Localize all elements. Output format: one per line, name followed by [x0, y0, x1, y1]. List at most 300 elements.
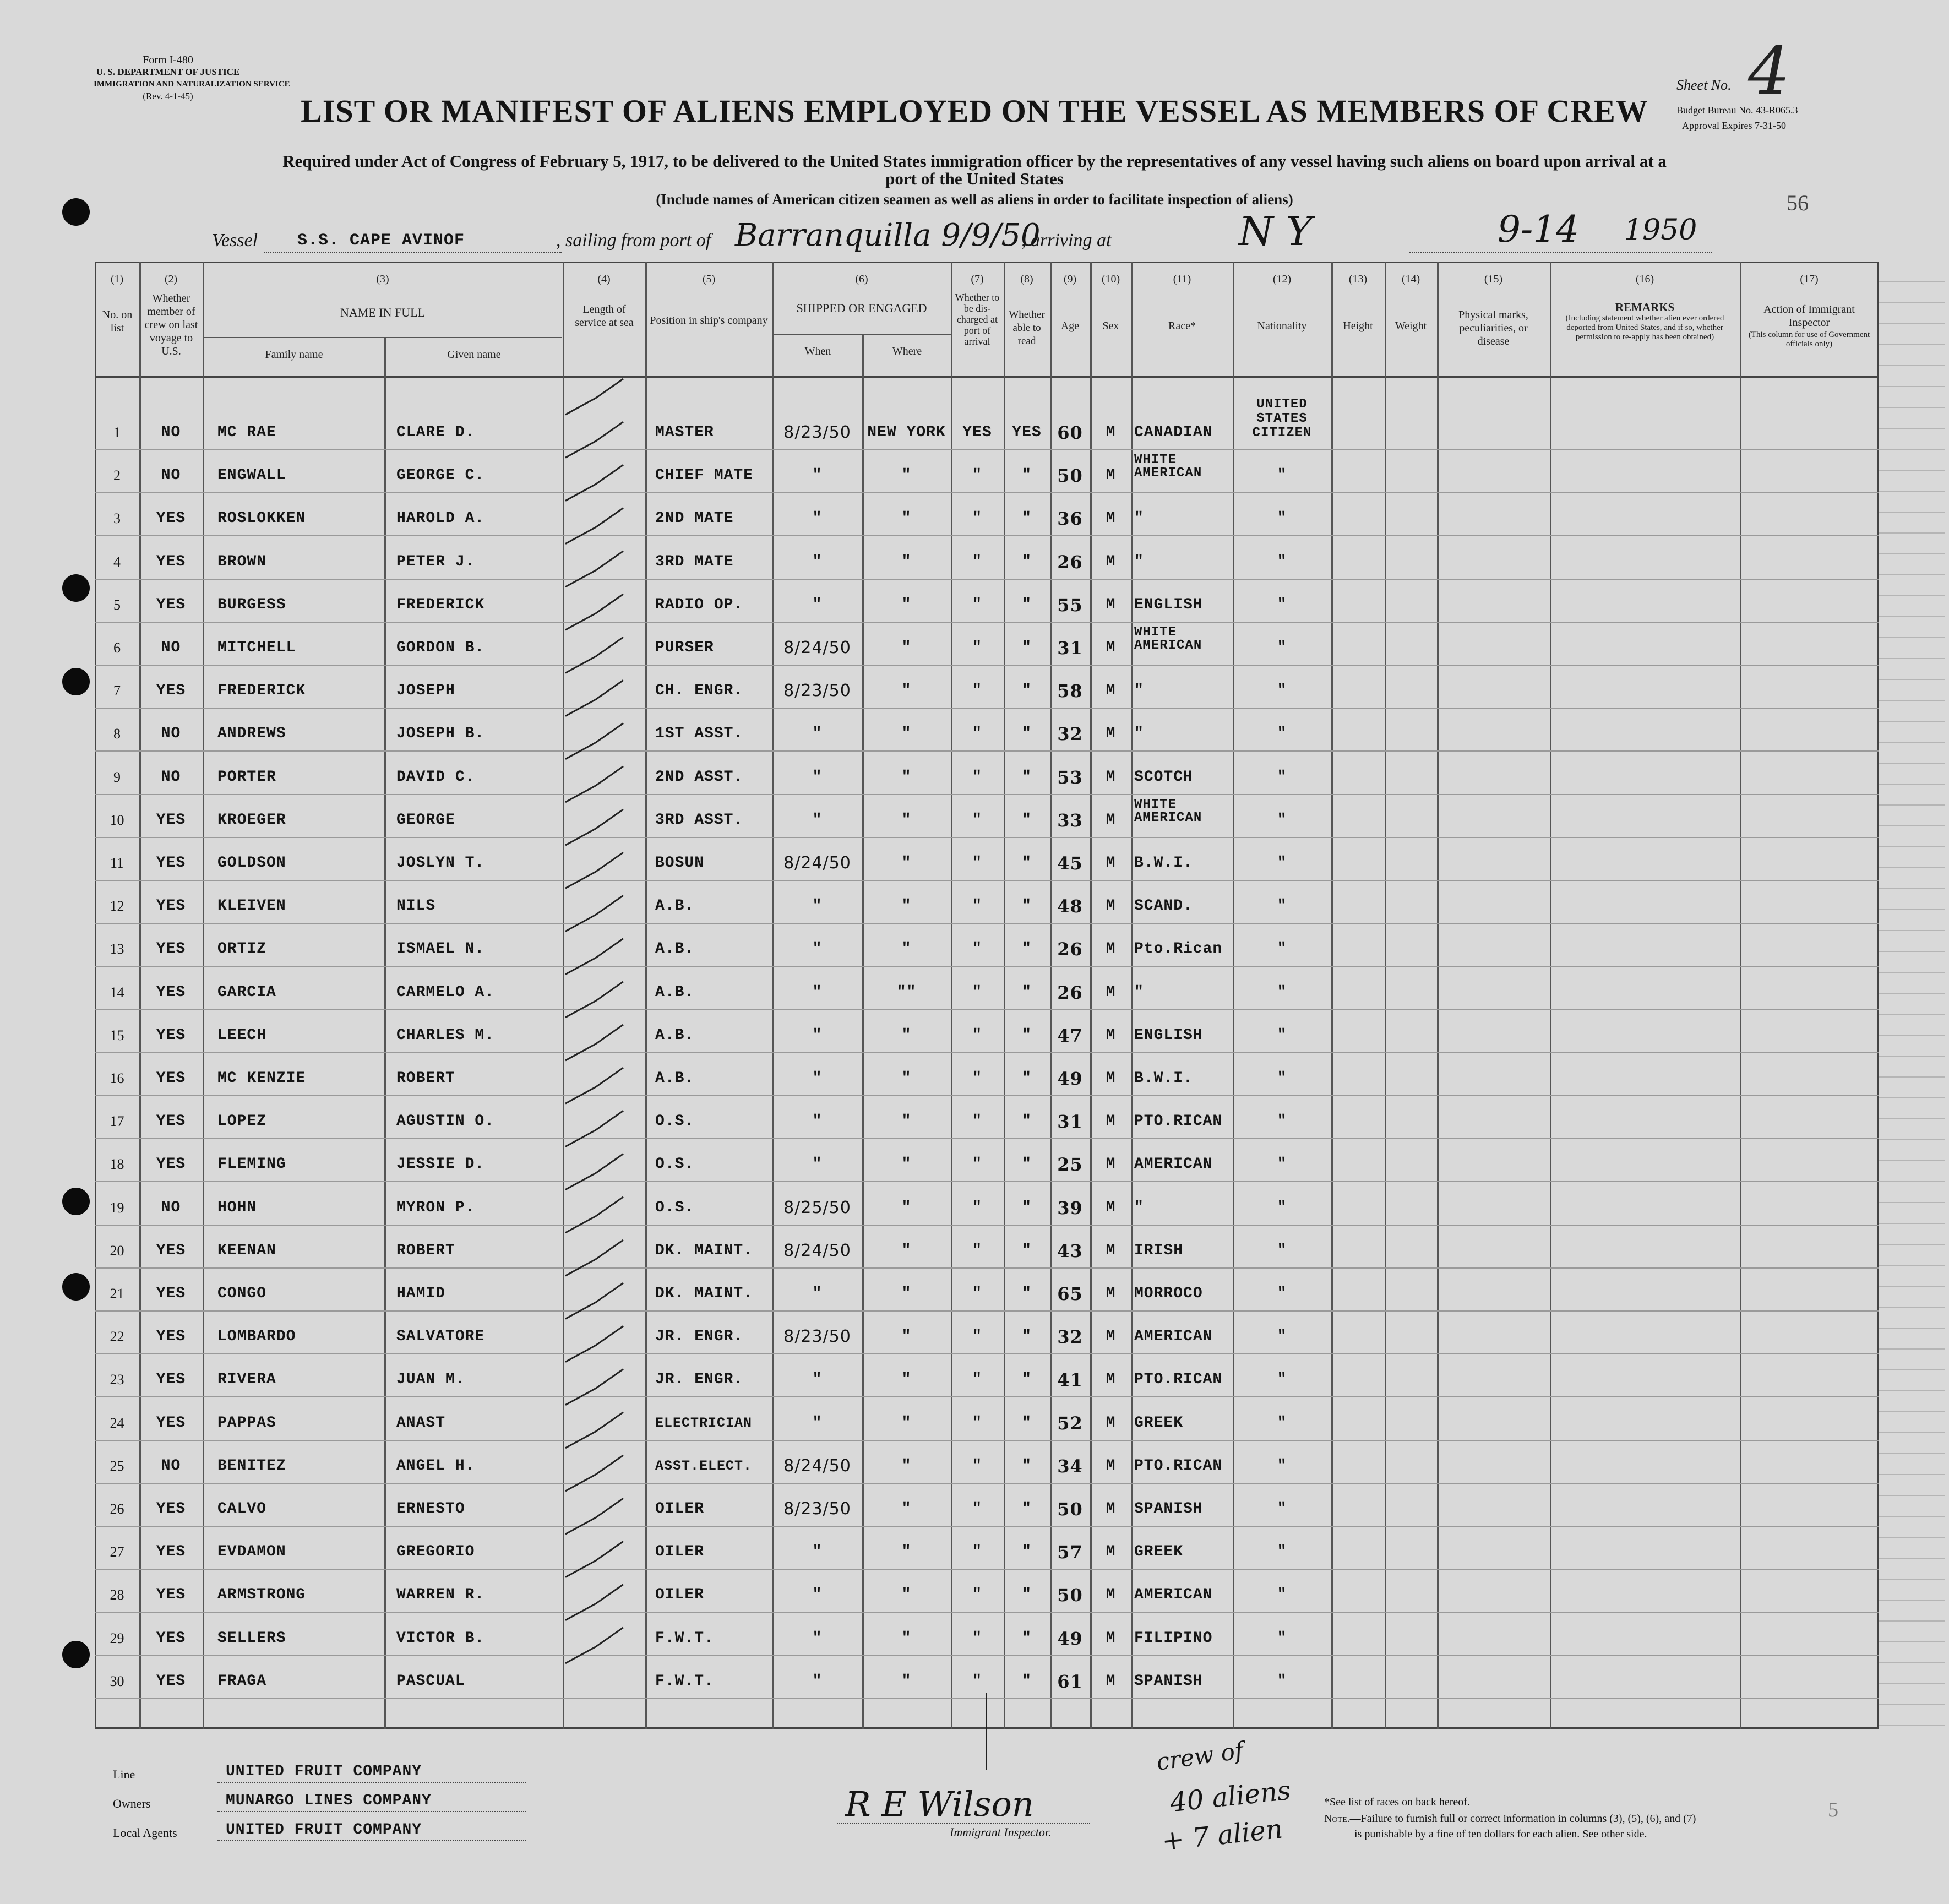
- cell-no: 28: [110, 1587, 124, 1603]
- cell-position: 3RD ASST.: [655, 811, 744, 829]
- row-rule: [95, 1353, 1879, 1354]
- cell-age: 61: [1057, 1671, 1083, 1692]
- cell-family: EVDAMON: [217, 1543, 286, 1561]
- cell-race: WHITE AMERICAN: [1134, 625, 1202, 653]
- cell-when: 8/23/50: [783, 423, 851, 442]
- cell-sex: M: [1106, 940, 1116, 958]
- cell-discharge: ": [972, 1328, 982, 1346]
- header-given-name: Given name: [447, 349, 501, 361]
- cell-family: FRAGA: [217, 1672, 267, 1690]
- row-rule: [95, 535, 1879, 536]
- cell-age: 52: [1057, 1412, 1083, 1434]
- cell-family: LOMBARDO: [217, 1328, 296, 1346]
- cell-sex: M: [1106, 1199, 1116, 1216]
- cell-discharge: YES: [962, 424, 992, 441]
- cell-when: ": [812, 1156, 823, 1173]
- cell-read: ": [1022, 1457, 1032, 1475]
- cell-member: YES: [156, 1242, 186, 1259]
- cell-given: GEORGE: [396, 811, 455, 829]
- row-rule: [95, 1526, 1879, 1527]
- cell-when: 8/23/50: [783, 1499, 851, 1519]
- check-mark: [565, 1412, 623, 1448]
- row-rule: [95, 708, 1879, 709]
- cell-no: 23: [110, 1372, 124, 1388]
- cell-race: SPANISH: [1134, 1500, 1203, 1517]
- cell-sex: M: [1106, 1543, 1116, 1561]
- cell-discharge: ": [972, 897, 982, 915]
- cell-where: ": [901, 1070, 912, 1087]
- cell-given: SALVATORE: [396, 1328, 485, 1346]
- row-rule: [95, 492, 1879, 493]
- sailing-port: Barranquilla 9/9/50: [735, 217, 1041, 253]
- cell-sex: M: [1106, 1242, 1116, 1259]
- race-footnote: *See list of races on back hereof.: [1324, 1796, 1470, 1808]
- arrival-date: 9-14: [1498, 208, 1580, 251]
- cell-age: 32: [1057, 1326, 1083, 1348]
- cell-member: YES: [156, 682, 186, 700]
- cell-no: 29: [110, 1630, 124, 1646]
- name-subheader-rule: [204, 337, 562, 338]
- check-mark: [565, 1154, 623, 1190]
- col-num: (15): [1484, 273, 1503, 285]
- cell-nationality: ": [1277, 725, 1287, 743]
- cell-family: HOHN: [217, 1199, 257, 1216]
- cell-member: NO: [161, 424, 181, 441]
- cell-sex: M: [1106, 1414, 1116, 1432]
- cell-when: ": [812, 596, 823, 613]
- cell-given: WARREN R.: [396, 1586, 485, 1604]
- cell-discharge: ": [972, 983, 982, 1001]
- cell-position: A.B.: [655, 1070, 695, 1087]
- row-rule: [95, 1009, 1879, 1010]
- binder-hole: [62, 1641, 90, 1668]
- row-rule: [95, 1225, 1879, 1226]
- cell-read: ": [1022, 553, 1032, 570]
- cell-member: YES: [156, 811, 186, 829]
- arriving-port: N Y: [1239, 208, 1313, 254]
- col-num: (10): [1101, 273, 1120, 285]
- cell-sex: M: [1106, 768, 1116, 786]
- cell-age: 31: [1057, 638, 1083, 659]
- row-rule: [95, 1396, 1879, 1397]
- cell-position: O.S.: [655, 1199, 695, 1216]
- row-rule: [95, 1138, 1879, 1139]
- binder-hole: [62, 574, 90, 602]
- cell-given: CARMELO A.: [396, 983, 495, 1001]
- cell-given: JOSEPH: [396, 682, 455, 700]
- col-num: (12): [1272, 273, 1292, 285]
- cell-read: ": [1022, 855, 1032, 872]
- cell-discharge: ": [972, 940, 982, 958]
- signature-underline: [837, 1823, 1090, 1824]
- cell-when: ": [812, 510, 823, 527]
- header-family-name: Family name: [265, 349, 323, 361]
- header-name-in-full: NAME IN FULL: [340, 306, 425, 319]
- cell-when: ": [812, 940, 823, 958]
- cell-member: YES: [156, 1026, 186, 1044]
- cell-sex: M: [1106, 811, 1116, 829]
- cell-nationality: ": [1277, 1457, 1287, 1475]
- cell-family: PORTER: [217, 768, 276, 786]
- cell-race: PTO.RICAN: [1134, 1113, 1223, 1130]
- header-height: Height: [1343, 320, 1373, 332]
- cell-position: DK. MAINT.: [655, 1285, 754, 1302]
- row-rule: [95, 880, 1879, 881]
- row-rule: [95, 1569, 1879, 1570]
- col-num: (2): [164, 273, 178, 285]
- cell-where: ": [901, 940, 912, 958]
- cell-no: 6: [113, 640, 121, 656]
- cell-age: 50: [1057, 1499, 1083, 1520]
- cell-member: NO: [161, 768, 181, 786]
- cell-sex: M: [1106, 1070, 1116, 1087]
- cell-read: ": [1022, 725, 1032, 743]
- sailing-label: , sailing from port of: [556, 230, 711, 251]
- cell-discharge: ": [972, 1414, 982, 1432]
- cell-nationality: ": [1277, 1026, 1287, 1044]
- cell-member: NO: [161, 1457, 181, 1475]
- cell-where: ": [901, 1371, 912, 1389]
- cell-family: CONGO: [217, 1285, 267, 1302]
- cell-age: 47: [1057, 1025, 1083, 1046]
- cell-no: 27: [110, 1544, 124, 1560]
- cell-given: DAVID C.: [396, 768, 475, 786]
- shipped-subheader-rule: [772, 334, 951, 335]
- cell-discharge: ": [972, 1242, 982, 1259]
- cell-discharge: ": [972, 1500, 982, 1517]
- cell-race: GREEK: [1134, 1414, 1184, 1432]
- cell-when: ": [812, 553, 823, 570]
- handwritten-stroke: [986, 1693, 987, 1770]
- cell-when: ": [812, 1414, 823, 1432]
- cell-no: 20: [110, 1242, 124, 1259]
- cell-no: 3: [113, 510, 121, 527]
- col-num: (3): [376, 273, 389, 285]
- cell-given: ISMAEL N.: [396, 940, 485, 958]
- check-mark: [565, 766, 623, 802]
- cell-read: ": [1022, 1285, 1032, 1302]
- cell-nationality: ": [1277, 596, 1287, 613]
- check-mark: [565, 1025, 623, 1060]
- cell-where: ": [901, 510, 912, 527]
- cell-where: ": [901, 467, 912, 485]
- cell-where: ": [901, 1026, 912, 1044]
- cell-discharge: ": [972, 1586, 982, 1604]
- cell-position: DK. MAINT.: [655, 1242, 754, 1259]
- cell-read: ": [1022, 1629, 1032, 1647]
- cell-given: AGUSTIN O.: [396, 1113, 495, 1130]
- vessel-label: Vessel: [212, 230, 258, 251]
- sheet-number: 4: [1748, 33, 1790, 110]
- form-number: Form I-480: [143, 54, 193, 66]
- cell-position: JR. ENGR.: [655, 1371, 744, 1389]
- cell-sex: M: [1106, 510, 1116, 527]
- cell-where: ": [901, 1543, 912, 1561]
- cell-given: MYRON P.: [396, 1199, 475, 1216]
- cell-given: ROBERT: [396, 1242, 455, 1259]
- cell-read: ": [1022, 1371, 1032, 1389]
- cell-race: ": [1134, 725, 1144, 743]
- cell-read: ": [1022, 940, 1032, 958]
- cell-nationality: ": [1277, 553, 1287, 570]
- cell-read: ": [1022, 811, 1032, 829]
- cell-discharge: ": [972, 682, 982, 700]
- cell-when: 8/23/50: [783, 681, 851, 701]
- cell-when: ": [812, 467, 823, 485]
- cell-nationality: ": [1277, 1285, 1287, 1302]
- cell-nationality: ": [1277, 1672, 1287, 1690]
- cell-position: BOSUN: [655, 855, 705, 872]
- binder-hole: [62, 1273, 90, 1301]
- cell-where: ": [901, 553, 912, 570]
- cell-discharge: ": [972, 725, 982, 743]
- cell-discharge: ": [972, 1543, 982, 1561]
- table-header-rule: [95, 376, 1879, 378]
- cell-family: GOLDSON: [217, 855, 286, 872]
- cell-sex: M: [1106, 1586, 1116, 1604]
- col-num: (8): [1020, 273, 1033, 285]
- header-where: Where: [892, 345, 922, 357]
- cell-member: NO: [161, 467, 181, 485]
- cell-member: YES: [156, 1328, 186, 1346]
- cell-discharge: ": [972, 553, 982, 570]
- agents-label: Local Agents: [113, 1826, 177, 1840]
- row-rule: [95, 1267, 1879, 1269]
- cell-member: YES: [156, 1070, 186, 1087]
- cell-no: 25: [110, 1457, 124, 1474]
- cell-sex: M: [1106, 855, 1116, 872]
- cell-discharge: ": [972, 1285, 982, 1302]
- cell-family: ANDREWS: [217, 725, 286, 743]
- cell-no: 7: [113, 683, 121, 699]
- cell-family: LEECH: [217, 1026, 267, 1044]
- cell-nationality: ": [1277, 940, 1287, 958]
- cell-read: ": [1022, 1156, 1032, 1173]
- col-num: (9): [1063, 273, 1077, 285]
- cell-position: OILER: [655, 1586, 705, 1604]
- cell-age: 49: [1057, 1068, 1083, 1089]
- cell-discharge: ": [972, 1156, 982, 1173]
- cell-no: 9: [113, 769, 121, 785]
- cell-position: 1ST ASST.: [655, 725, 744, 743]
- cell-given: NILS: [396, 897, 436, 915]
- cell-family: RIVERA: [217, 1371, 276, 1389]
- inspector-label: Immigrant Inspector.: [950, 1825, 1052, 1839]
- cell-sex: M: [1106, 1672, 1116, 1690]
- cell-position: RADIO OP.: [655, 596, 744, 613]
- cell-family: MITCHELL: [217, 639, 296, 656]
- cell-family: ROSLOKKEN: [217, 510, 306, 527]
- col-num: (5): [702, 273, 716, 285]
- check-mark: [565, 1369, 623, 1405]
- cell-discharge: ": [972, 768, 982, 786]
- check-mark: [565, 1068, 623, 1103]
- cell-given: ERNESTO: [396, 1500, 465, 1517]
- cell-where: ": [901, 1328, 912, 1346]
- cell-sex: M: [1106, 467, 1116, 485]
- cell-family: BENITEZ: [217, 1457, 286, 1475]
- cell-family: MC KENZIE: [217, 1070, 306, 1087]
- cell-nationality: ": [1277, 768, 1287, 786]
- cell-member: YES: [156, 1113, 186, 1130]
- cell-age: 32: [1057, 723, 1083, 745]
- cell-nationality: UNITED STATES CITIZEN: [1252, 397, 1312, 440]
- cell-race: FILIPINO: [1134, 1629, 1213, 1647]
- cell-read: ": [1022, 639, 1032, 656]
- cell-age: 65: [1057, 1283, 1083, 1304]
- cell-member: YES: [156, 983, 186, 1001]
- cell-family: KEENAN: [217, 1242, 276, 1259]
- cell-discharge: ": [972, 467, 982, 485]
- cell-where: ": [901, 1242, 912, 1259]
- approval-expires: Approval Expires 7-31-50: [1682, 120, 1786, 131]
- binder-hole: [62, 668, 90, 695]
- cell-member: YES: [156, 1156, 186, 1173]
- cell-read: ": [1022, 1070, 1032, 1087]
- cell-nationality: ": [1277, 1113, 1287, 1130]
- crew-note-line-1: crew of: [1155, 1737, 1245, 1776]
- cell-nationality: ": [1277, 1500, 1287, 1517]
- cell-discharge: ": [972, 596, 982, 613]
- cell-read: ": [1022, 1026, 1032, 1044]
- cell-race: ": [1134, 553, 1144, 570]
- cell-discharge: ": [972, 811, 982, 829]
- check-mark: [565, 809, 623, 845]
- cell-member: YES: [156, 1543, 186, 1561]
- form-department: U. S. DEPARTMENT OF JUSTICE: [96, 67, 240, 77]
- cell-family: MC RAE: [217, 424, 276, 441]
- cell-family: LOPEZ: [217, 1113, 267, 1130]
- cell-race: AMERICAN: [1134, 1328, 1213, 1346]
- cell-position: 2ND ASST.: [655, 768, 744, 786]
- cell-family: BROWN: [217, 553, 267, 570]
- header-remarks: REMARKS: [1615, 301, 1675, 314]
- cell-age: 26: [1057, 551, 1083, 573]
- cell-where: ": [901, 1199, 912, 1216]
- cell-no: 5: [113, 596, 121, 613]
- check-mark: [565, 1455, 623, 1491]
- cell-position: MASTER: [655, 424, 714, 441]
- cell-race: MORROCO: [1134, 1285, 1203, 1302]
- sheet-label: Sheet No.: [1676, 77, 1732, 93]
- cell-race: B.W.I.: [1134, 855, 1193, 872]
- check-mark: [565, 895, 623, 931]
- cell-position: F.W.T.: [655, 1629, 714, 1647]
- cell-family: ARMSTRONG: [217, 1586, 306, 1604]
- cell-race: ": [1134, 682, 1144, 700]
- cell-where: ": [901, 1500, 912, 1517]
- cell-read: ": [1022, 1242, 1032, 1259]
- check-mark: [565, 1585, 623, 1620]
- cell-family: GARCIA: [217, 983, 276, 1001]
- header-length-service: Length of service at sea: [575, 303, 634, 329]
- cell-when: 8/24/50: [783, 638, 851, 657]
- cell-discharge: ": [972, 1199, 982, 1216]
- check-mark: [565, 1283, 623, 1319]
- cell-sex: M: [1106, 596, 1116, 613]
- check-mark: [565, 939, 623, 975]
- check-mark: [565, 551, 623, 587]
- cell-position: 2ND MATE: [655, 510, 734, 527]
- cell-no: 16: [110, 1070, 124, 1086]
- cell-no: 11: [110, 855, 124, 871]
- cell-nationality: ": [1277, 1543, 1287, 1561]
- crew-note-line-3: + 7 alien: [1160, 1813, 1284, 1857]
- cell-discharge: ": [972, 855, 982, 872]
- check-mark: [565, 680, 623, 716]
- cell-no: 10: [110, 812, 124, 828]
- budget-bureau: Budget Bureau No. 43-R065.3: [1676, 105, 1798, 116]
- cell-given: PETER J.: [396, 553, 475, 570]
- cell-where: ": [901, 639, 912, 656]
- cell-no: 13: [110, 941, 124, 958]
- cell-discharge: ": [972, 1457, 982, 1475]
- note-label: Note.: [1324, 1813, 1350, 1825]
- col-num: (13): [1348, 273, 1368, 285]
- cell-given: PASCUAL: [396, 1672, 465, 1690]
- binder-hole: [62, 1188, 90, 1215]
- cell-race: ": [1134, 510, 1144, 527]
- cell-where: ": [901, 811, 912, 829]
- cell-read: ": [1022, 768, 1032, 786]
- check-mark: [565, 1541, 623, 1577]
- cell-read: ": [1022, 682, 1032, 700]
- cell-family: KROEGER: [217, 811, 286, 829]
- cell-given: ANGEL H.: [396, 1457, 475, 1475]
- cell-discharge: ": [972, 1371, 982, 1389]
- row-rule: [95, 622, 1879, 623]
- row-rule: [95, 579, 1879, 580]
- cell-age: 50: [1057, 1585, 1083, 1606]
- row-rule: [95, 449, 1879, 450]
- cell-member: YES: [156, 1586, 186, 1604]
- cell-race: ": [1134, 1199, 1144, 1216]
- cell-age: 49: [1057, 1628, 1083, 1649]
- cell-nationality: ": [1277, 855, 1287, 872]
- date-underline: [1409, 252, 1712, 253]
- header-action-inspector: Action of Immigrant Inspector: [1763, 303, 1855, 329]
- cell-position: PURSER: [655, 639, 714, 656]
- cell-given: CHARLES M.: [396, 1026, 495, 1044]
- cell-position: 3RD MATE: [655, 553, 734, 570]
- cell-race: ": [1134, 983, 1144, 1001]
- cell-discharge: ": [972, 1070, 982, 1087]
- cell-age: 60: [1057, 422, 1083, 443]
- cell-family: FLEMING: [217, 1156, 286, 1173]
- cell-race: IRISH: [1134, 1242, 1184, 1259]
- cell-race: GREEK: [1134, 1543, 1184, 1561]
- header-shipped-engaged: SHIPPED OR ENGAGED: [796, 301, 927, 315]
- cell-age: 43: [1057, 1240, 1083, 1261]
- cell-age: 41: [1057, 1369, 1083, 1391]
- cell-read: ": [1022, 897, 1032, 915]
- cell-position: OILER: [655, 1543, 705, 1561]
- cell-race: WHITE AMERICAN: [1134, 453, 1202, 481]
- cell-read: YES: [1012, 424, 1042, 441]
- cell-position: ASST.ELECT.: [655, 1457, 753, 1474]
- cell-position: CHIEF MATE: [655, 467, 754, 485]
- vessel-name: S.S. CAPE AVINOF: [297, 231, 465, 250]
- cell-position: A.B.: [655, 1026, 695, 1044]
- cell-when: ": [812, 983, 823, 1001]
- cell-sex: M: [1106, 553, 1116, 570]
- cell-position: F.W.T.: [655, 1672, 714, 1690]
- row-rule: [95, 1052, 1879, 1053]
- cell-member: YES: [156, 940, 186, 958]
- cell-position: O.S.: [655, 1113, 695, 1130]
- col-num: (6): [855, 273, 868, 285]
- cell-age: 50: [1057, 465, 1083, 487]
